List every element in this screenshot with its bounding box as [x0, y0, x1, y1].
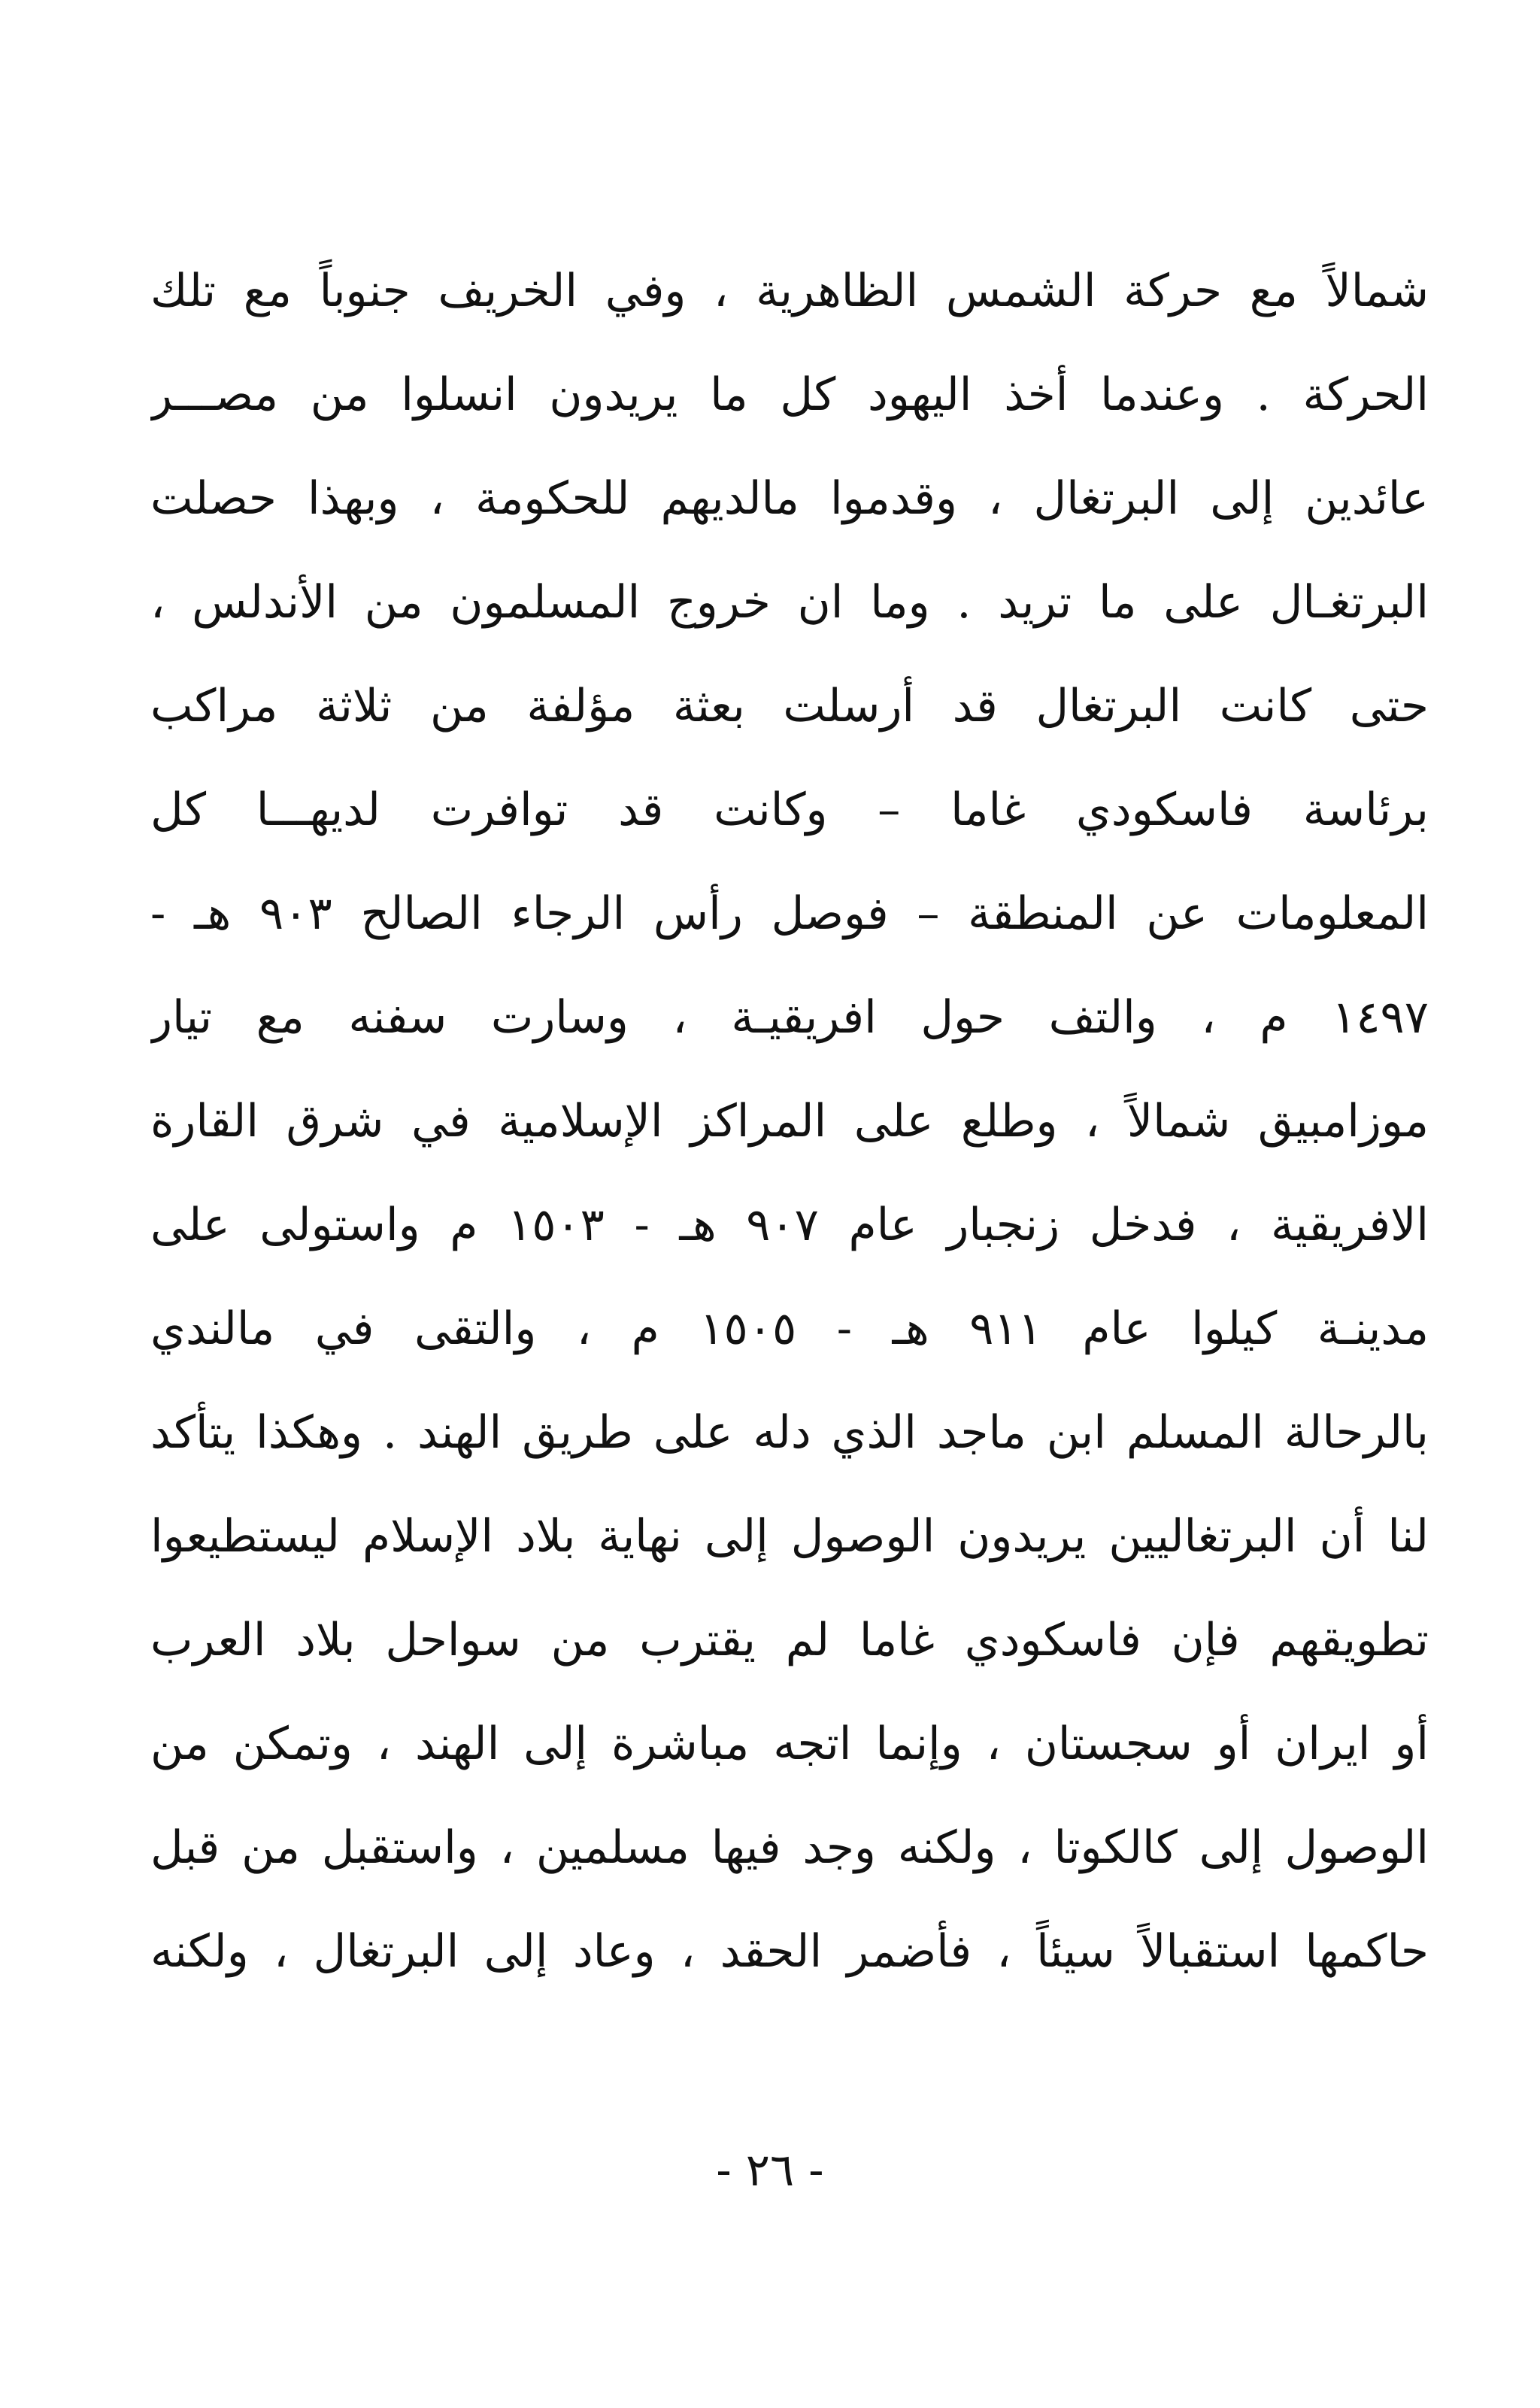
text-line: لنا أن البرتغاليين يريدون الوصول إلى نهاية بلاد الإسلام ليستطيعوا: [150, 1510, 1429, 1563]
text-line: عائدين إلى البرتغال ، وقدموا مالديهم للحكومة ، وبهذا حصلت: [150, 472, 1429, 525]
text-line: بالرحالة المسلم ابن ماجد الذي دله على طريق الهند . وهكذا يتأكد: [150, 1406, 1429, 1459]
text-line: الافريقية ، فدخل زنجبار عام ٩٠٧ هـ - ١٥٠٣ م واستولى على: [150, 1199, 1429, 1251]
text-line: الحركة . وعندما أخذ اليهود كل ما يريدون انسلوا من مصـــر: [150, 368, 1429, 421]
body-text: [150, 239, 1429, 2003]
text-line: حاكمها استقبالاً سيئاً ، فأضمر الحقد ، وعاد إلى البرتغال ، ولكنه: [150, 1925, 1429, 1978]
text-line: أو ايران أو سجستان ، وإنما اتجه مباشرة إلى الهند ، وتمكن من: [150, 1718, 1429, 1770]
text-line: المعلومات عن المنطقة – فوصل رأس الرجاء الصالح ٩٠٣ هـ -: [150, 887, 1429, 940]
text-line: موزامبيق شمالاً ، وطلع على المراكز الإسلامية في شرق القارة: [150, 1095, 1429, 1148]
text-line: برئاسة فاسكودي غاما – وكانت قد توافرت لديهـــا كل: [150, 784, 1429, 836]
text-line: الوصول إلى كالكوتا ، ولكنه وجد فيها مسلمين ، واستقبل من قبل: [150, 1821, 1429, 1874]
page-number: - ٢٦ -: [716, 2144, 824, 2197]
text-line: مدينـة كيلوا عام ٩١١ هـ - ١٥٠٥ م ، والتقى في مالندي: [150, 1303, 1429, 1355]
text-line: ١٤٩٧ م ، والتف حول افريقيـة ، وسارت سفنه مع تيار: [150, 991, 1429, 1044]
text-line: شمالاً مع حركة الشمس الظاهرية ، وفي الخريف جنوباً مع تلك: [150, 265, 1429, 317]
text-line: البرتغـال على ما تريد . وما ان خروج المسلمون من الأندلس ،: [150, 576, 1429, 629]
text-line: تطويقهم فإن فاسكودي غاما لم يقترب من سواحل بلاد العرب: [150, 1614, 1429, 1666]
text-line: حتى كانت البرتغال قد أرسلت بعثة مؤلفة من ثلاثة مراكب: [150, 680, 1429, 732]
